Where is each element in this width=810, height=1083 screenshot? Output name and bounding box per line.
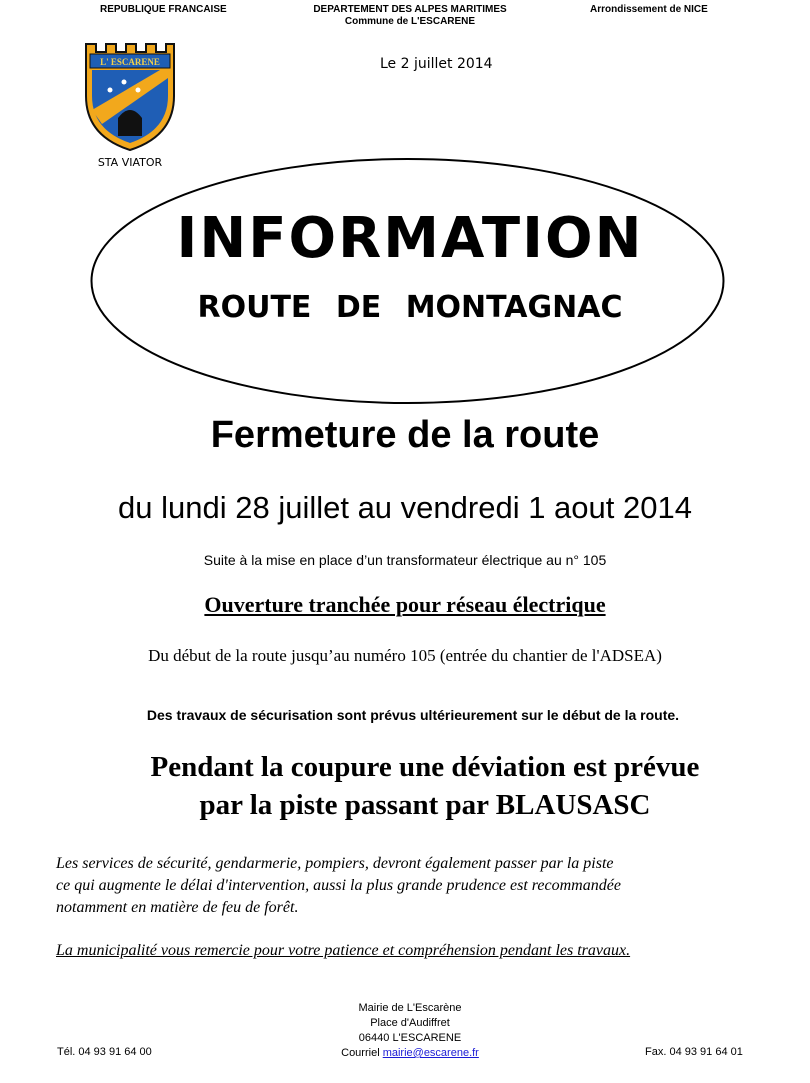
detour-heading: [40, 748, 810, 824]
title-ellipse: [89, 156, 726, 406]
closure-dates: du lundi 28 juillet au vendredi 1 aout 2014: [118, 490, 692, 525]
page-title: INFORMATION: [176, 206, 644, 271]
services-line-1: Les services de sécurité, gendarmerie, pompiers, devront également passer par la piste: [56, 855, 614, 872]
header-arrondissement: Arrondissement de NICE: [590, 4, 708, 15]
document-date: Le 2 juillet 2014: [380, 56, 493, 72]
footer-fax: Fax. 04 93 91 64 01: [645, 1046, 743, 1058]
footer-email-line: [300, 1046, 520, 1061]
thanks-note: La municipalité vous remercie pour votre patience et compréhension pendant les travaux.: [56, 942, 631, 959]
detour-line-2: par la piste passant par BLAUSASC: [199, 789, 651, 821]
closure-heading: Fermeture de la route: [210, 414, 600, 456]
page-subtitle: ROUTE DE MONTAGNAC: [197, 290, 623, 325]
coat-motto: STA VIATOR: [97, 156, 163, 169]
works-extent: Du début de la route jusqu’au numéro 105 (entrée du chantier de l'ADSEA): [148, 646, 662, 665]
services-paragraph: [56, 853, 796, 919]
footer-org: Mairie de L'Escarène: [358, 1002, 462, 1014]
closure-reason: Suite à la mise en place d’un transformateur électrique au n° 105: [203, 552, 607, 568]
footer-email-link[interactable]: mairie@escarene.fr: [382, 1047, 479, 1059]
header-department: [290, 4, 530, 28]
security-works-note: Des travaux de sécurisation sont prévus ultérieurement sur le début de la route.: [146, 707, 680, 723]
header-commune-line: Commune de L'ESCARENE: [344, 16, 476, 27]
detour-line-1: Pendant la coupure une déviation est prévue: [150, 751, 700, 783]
header-department-line: DEPARTEMENT DES ALPES MARITIMES: [313, 4, 507, 15]
coat-banner-text: L' ESCARENE: [100, 57, 160, 67]
header-republic: REPUBLIQUE FRANCAISE: [100, 4, 227, 15]
footer-phone: Tél. 04 93 91 64 00: [57, 1046, 152, 1058]
works-heading: Ouverture tranchée pour réseau électrique: [204, 592, 606, 617]
footer-street: Place d'Audiffret: [370, 1017, 450, 1029]
footer-email-label: Courriel: [341, 1047, 380, 1059]
services-line-2: ce qui augmente le délai d'intervention, aussi la plus grande prudence est recommandée: [56, 877, 621, 894]
services-line-3: notamment en matière de feu de forêt.: [56, 899, 299, 916]
footer-address: [300, 1001, 520, 1061]
coat-of-arms-logo: [80, 40, 180, 152]
footer-city: 06440 L'ESCARENE: [358, 1032, 462, 1044]
